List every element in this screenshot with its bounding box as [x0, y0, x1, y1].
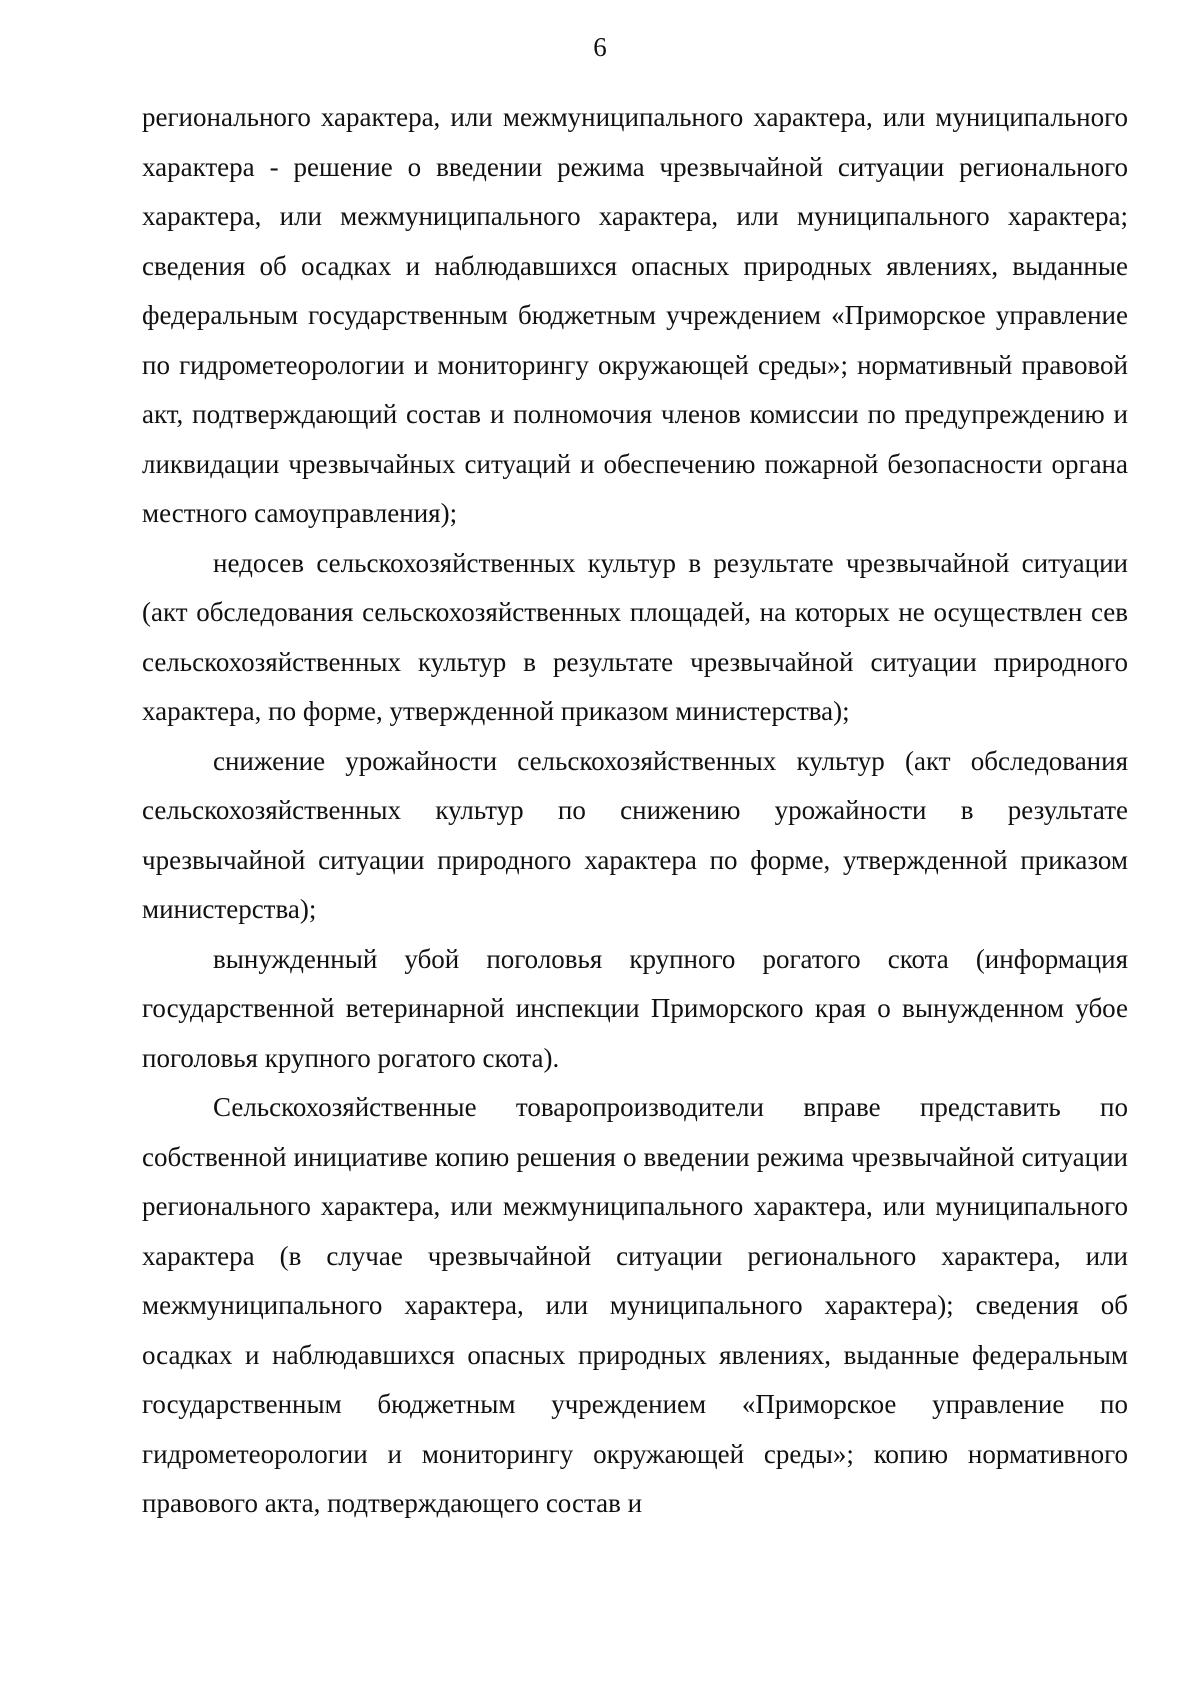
paragraph-yield-reduction: снижение урожайности сельскохозяйственных культур (акт обследования сельскохозяйственных культур по снижению урожайности в результате чрезвычайной ситуации природного характера по форме, утвержденной приказом министерства); [142, 745, 1128, 924]
paragraph-producers-documents: Сельскохозяйственные товаропроизводители вправе представить по собственной инициативе копию решения о введении режима чрезвычайной ситуации регионального характера, или межмуниципального характера, или муниципального характера (в случае чрезвычайной ситуации регионального характера, или межмуниципального характера, или муниципального характера); сведения об осадках и наблюдавшихся опасных природных явлениях, выданные федеральным государственным бюджетным учреждением «Приморское управление по гидрометеорологии и мониторингу окружающей среды»; копию нормативного правового акта, подтверждающего состав и [142, 1092, 1128, 1518]
paragraph-continuation: регионального характера, или межмуниципального характера, или муниципального характера - решение о введении режима чрезвычайной ситуации регионального характера, или межмуниципального характера, или муниципального характера; сведения об осадках и наблюдавшихся опасных природных явлениях, выданные федеральным государственным бюджетным учреждением «Приморское управление по гидрометеорологии и мониторингу окружающей среды»; нормативный правовой акт, подтверждающий состав и полномочия членов комиссии по предупреждению и ликвидации чрезвычайных ситуаций и обеспечению пожарной безопасности органа местного самоуправления); [142, 102, 1128, 528]
paragraph-crop-undersowing: недосев сельскохозяйственных культур в результате чрезвычайной ситуации (акт обследования сельскохозяйственных площадей, на которых не осуществлен сев сельскохозяйственных культур в результате чрезвычайной ситуации природного характера, по форме, утвержденной приказом министерства); [142, 547, 1128, 726]
paragraph-livestock-slaughter: вынужденный убой поголовья крупного рогатого скота (информация государственной ветеринарной инспекции Приморского края о вынужденном убое поголовья крупного рогатого скота). [142, 943, 1128, 1073]
page-number: 6 [593, 32, 607, 62]
document-body [142, 93, 1128, 1529]
